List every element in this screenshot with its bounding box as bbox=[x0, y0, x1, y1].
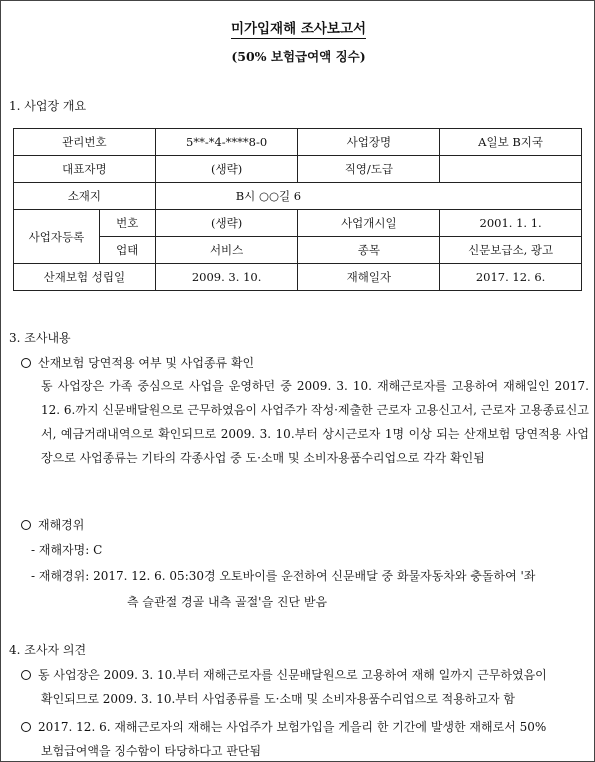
circle-bullet-icon bbox=[21, 520, 31, 530]
table-cell: 재해일자 bbox=[298, 264, 440, 291]
table-cell: 사업개시일 bbox=[298, 210, 440, 237]
circle-bullet-icon bbox=[21, 670, 31, 680]
section-4-heading: 4. 조사자 의견 bbox=[9, 643, 87, 657]
section-1-heading: 1. 사업장 개요 bbox=[9, 99, 87, 113]
table-cell bbox=[440, 156, 582, 183]
table-row bbox=[14, 183, 582, 210]
table-cell: 사업자등록 bbox=[14, 210, 100, 264]
table-cell: A일보 B지국 bbox=[440, 129, 582, 156]
workplace-overview-table bbox=[13, 128, 582, 291]
table-cell: 2009. 3. 10. bbox=[155, 264, 298, 291]
table-cell: 2017. 12. 6. bbox=[440, 264, 582, 291]
table-cell: 2001. 1. 1. bbox=[440, 210, 582, 237]
investigation-paragraph: 동 사업장은 가족 중심으로 사업을 운영하던 중 2009. 3. 10. 재해근로자를 고용하여 재해일인 2017. 12. 6.까지 신문배달원으로 근무하였음이 사업주가 작성·제출한 근로자 고용신고서, 근로자 고용종료신고서, 예금거래내역으로 확인되므로 2009. 3. 10.부터 상시근로자 1명 이상 되는 산재보험 당연적용 사업장으로 사업종류는 기타의 각종사업 중 도·소매 및 소비자용품수리업으로 각각 확인됨 bbox=[41, 379, 589, 465]
table-cell: (생략) bbox=[155, 210, 298, 237]
table-cell: 관리번호 bbox=[14, 129, 156, 156]
table-cell: 5**-*4-****8-0 bbox=[155, 129, 298, 156]
accident-detail-line: 측 슬관절 경골 내측 골절'을 진단 받음 bbox=[127, 595, 328, 609]
table-cell: 신문보급소, 광고 bbox=[440, 237, 582, 264]
table-cell: 사업장명 bbox=[298, 129, 440, 156]
table-cell: 서비스 bbox=[155, 237, 298, 264]
list-item-continuation: 보험급여액을 징수함이 타당하다고 판단됨 bbox=[41, 744, 262, 758]
list-item: 동 사업장은 2009. 3. 10.부터 재해근로자를 신문배달원으로 고용하여 재해 일까지 근무하였음이 bbox=[21, 666, 547, 683]
accident-detail-line: - 재해경위: 2017. 12. 6. 05:30경 오토바이를 운전하여 신문배달 중 화물자동차와 충돌하여 '좌 bbox=[31, 569, 536, 583]
table-cell: 직영/도급 bbox=[298, 156, 440, 183]
table-cell: (생략) bbox=[155, 156, 298, 183]
table-cell: B시 ○○길 6 bbox=[155, 183, 581, 210]
list-item: 재해경위 bbox=[21, 516, 84, 533]
table-row bbox=[14, 264, 582, 291]
table-cell: 종목 bbox=[298, 237, 440, 264]
circle-bullet-icon bbox=[21, 358, 31, 368]
list-item: 산재보험 당연적용 여부 및 사업종류 확인 bbox=[21, 354, 254, 371]
table-row bbox=[14, 156, 582, 183]
victim-name-line: - 재해자명: C bbox=[31, 543, 103, 557]
list-item: 2017. 12. 6. 재해근로자의 재해는 사업주가 보험가입을 게을리 한 기간에 발생한 재해로서 50% bbox=[21, 718, 546, 735]
table-cell: 산재보험 성립일 bbox=[14, 264, 156, 291]
table-row bbox=[14, 129, 582, 156]
table-cell: 소재지 bbox=[14, 183, 156, 210]
circle-bullet-icon bbox=[21, 722, 31, 732]
section-3-heading: 3. 조사내용 bbox=[9, 331, 71, 345]
table-cell: 업태 bbox=[99, 237, 155, 264]
table-row bbox=[14, 237, 582, 264]
table-cell: 번호 bbox=[99, 210, 155, 237]
table-row bbox=[14, 210, 582, 237]
table-cell: 대표자명 bbox=[14, 156, 156, 183]
report-title: 미가입재해 조사보고서 bbox=[230, 21, 367, 37]
report-subtitle: (50% 보험급여액 징수) bbox=[231, 49, 366, 64]
list-item-continuation: 확인되므로 2009. 3. 10.부터 사업종류를 도·소매 및 소비자용품수리업으로 적용하고자 함 bbox=[41, 692, 515, 706]
